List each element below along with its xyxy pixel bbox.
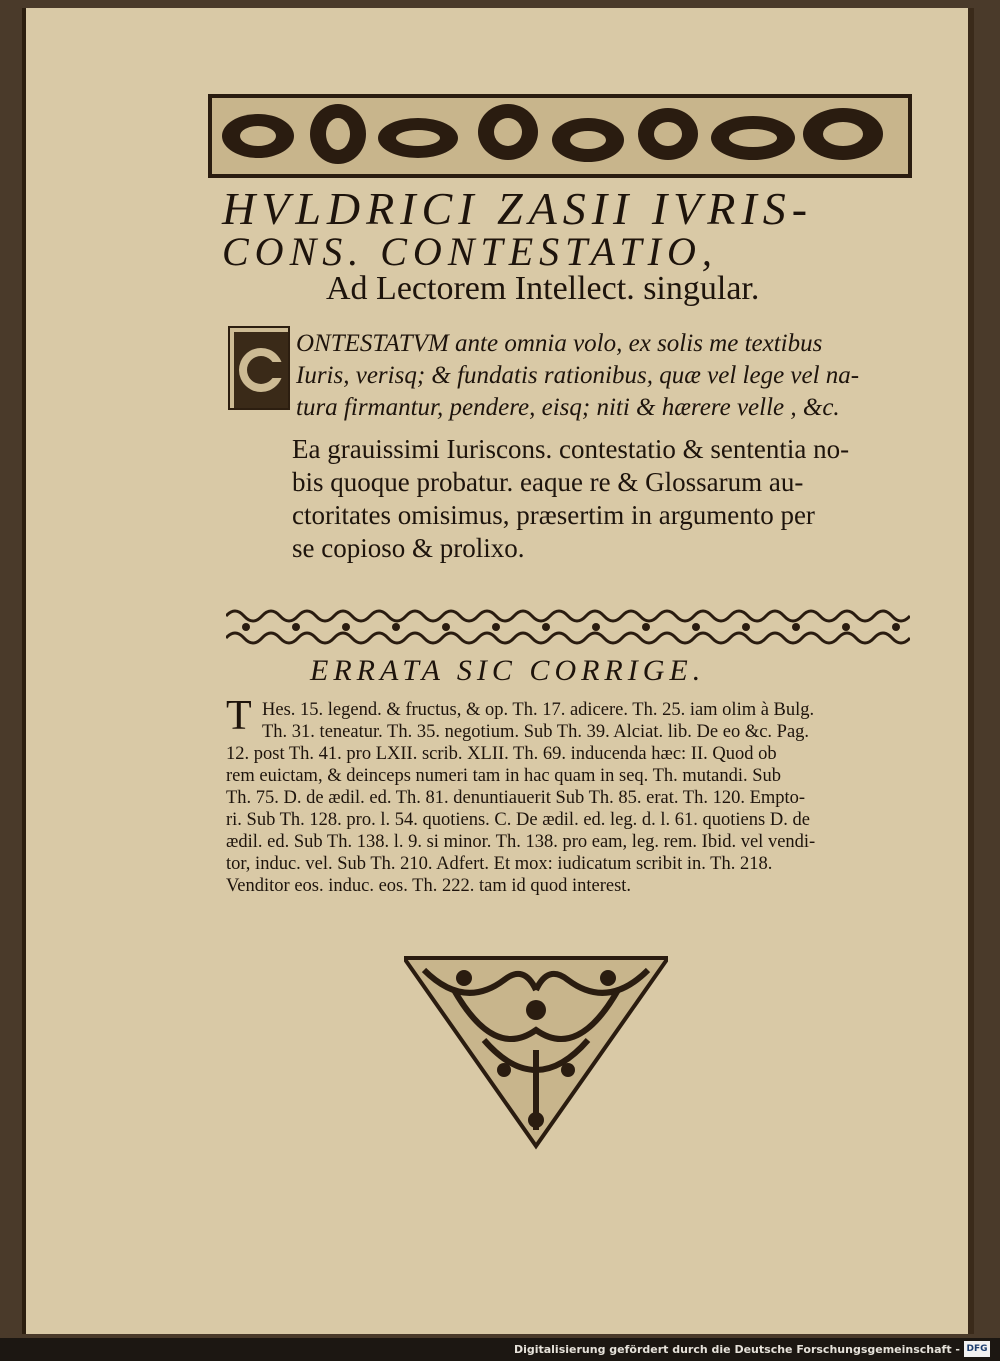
errata-line-1: Hes. 15. legend. & fructus, & op. Th. 17. adicere. Th. 25. iam olim à Bulg. (262, 700, 815, 720)
contestatio-line-3: tura firmantur, pendere, eisq; niti & hærere velle , &c. (296, 394, 840, 421)
errata-line-9: Venditor eos. induc. eos. Th. 222. tam id quod interest. (226, 876, 632, 896)
dfg-logo: DFG (964, 1341, 990, 1357)
fleuron-border-ornament (226, 604, 910, 650)
contestatio-line-1: ONTESTATVM ante omnia volo, ex solis me textibus (296, 330, 823, 357)
errata-line-8: tor, induc. vel. Sub Th. 210. Adfert. Et mox: iudicatum scribit in. Th. 218. (226, 854, 773, 874)
commentary-line-3: ctoritates omisimus, præsertim in argumento per (292, 500, 815, 530)
commentary-line-4: se copioso & prolixo. (292, 533, 525, 563)
errata-line-2: Th. 31. teneatur. Th. 35. negotium. Sub Th. 39. Alciat. lib. De eo &c. Pag. (262, 722, 810, 742)
contestatio-line-2: Iuris, verisq; & fundatis rationibus, quæ vel lege vel na- (296, 362, 860, 389)
heading-line-1: HVLDRICI ZASII IVRIS- (222, 183, 814, 234)
heading-line-2: CONS. CONTESTATIO, (222, 229, 718, 274)
errata-title: ERRATA SIC CORRIGE. (310, 654, 706, 687)
errata-line-5: Th. 75. D. de ædil. ed. Th. 81. denuntiauerit Sub Th. 85. erat. Th. 120. Empto- (226, 788, 806, 808)
errata-line-6: ri. Sub Th. 128. pro. l. 54. quotiens. C. De ædil. ed. leg. d. l. 61. quotiens D. de (226, 810, 810, 830)
errata-line-7: ædil. ed. Sub Th. 138. l. 9. si minor. Th. 138. pro eam, leg. rem. Ibid. vel vendi- (226, 832, 816, 852)
footer-credit: Digitalisierung gefördert durch die Deutsche Forschungsgemeinschaft - (513, 1343, 960, 1356)
errata-line-4: rem euictam, & deinceps numeri tam in hac quam in seq. Th. mutandi. Sub (226, 766, 782, 786)
tailpiece-ornament (404, 950, 668, 1150)
drop-cap-c (228, 326, 290, 410)
errata-initial: T (226, 693, 252, 739)
commentary-line-2: bis quoque probatur. eaque re & Glossarum au- (292, 467, 804, 497)
woodcut-header-ornament (208, 94, 912, 178)
errata-line-3: 12. post Th. 41. pro LXII. scrib. XLII. Th. 69. inducenda hæc: II. Quod ob (226, 744, 777, 764)
commentary-line-1: Ea grauissimi Iuriscons. contestatio & sententia no- (292, 434, 850, 464)
heading-line-3: Ad Lectorem Intellect. singular. (326, 270, 760, 307)
